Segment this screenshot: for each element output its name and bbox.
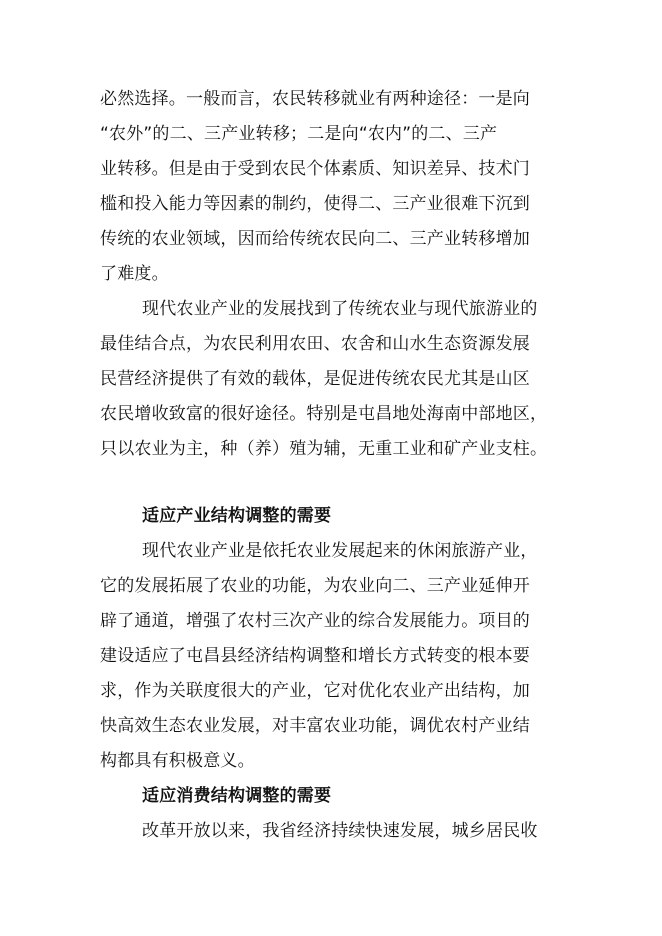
text-line: 必然选择。一般而言，农民转移就业有两种途径：一是向: [100, 89, 530, 109]
text-line: 了难度。: [100, 264, 169, 284]
text-line: 业转移。但是由于受到农民个体素质、知识差异、技术门: [100, 159, 530, 179]
text-line: 现代农业产业是依托农业发展起来的休闲旅游产业，: [142, 541, 538, 561]
section-heading: 适应产业结构调整的需要: [142, 506, 332, 526]
text-line: 现代农业产业的发展找到了传统农业与现代旅游业的: [142, 299, 538, 319]
text-line: “农外”的二、三产业转移；二是向“农内”的二、三产: [100, 124, 498, 144]
text-line: 辟了通道，增强了农村三次产业的综合发展能力。项目的: [100, 611, 530, 631]
text-line: 最佳结合点，为农民利用农田、农舍和山水生态资源发展: [100, 334, 530, 354]
text-line: 构都具有积极意义。: [100, 751, 255, 771]
text-line: 快高效生态农业发展，对丰富农业功能，调优农村产业结: [100, 716, 530, 736]
text-line: 改革开放以来，我省经济持续快速发展，城乡居民收: [142, 821, 538, 841]
text-line: 只以农业为主，种（养）殖为辅，无重工业和矿产业支柱。: [100, 439, 548, 459]
text-line: 传统的农业领域，因而给传统农民向二、三产业转移增加: [100, 229, 530, 249]
text-line: 它的发展拓展了农业的功能，为农业向二、三产业延伸开: [100, 576, 530, 596]
section-heading: 适应消费结构调整的需要: [142, 786, 332, 806]
text-line: 建设适应了屯昌县经济结构调整和增长方式转变的根本要: [100, 646, 530, 666]
text-line: 农民增收致富的很好途径。特别是屯昌地处海南中部地区，: [100, 404, 548, 424]
text-line: 民营经济提供了有效的载体，是促进传统农民尤其是山区: [100, 369, 530, 389]
text-line: 槛和投入能力等因素的制约，使得二、三产业很难下沉到: [100, 194, 530, 214]
text-line: 求，作为关联度很大的产业，它对优化农业产出结构，加: [100, 681, 530, 701]
